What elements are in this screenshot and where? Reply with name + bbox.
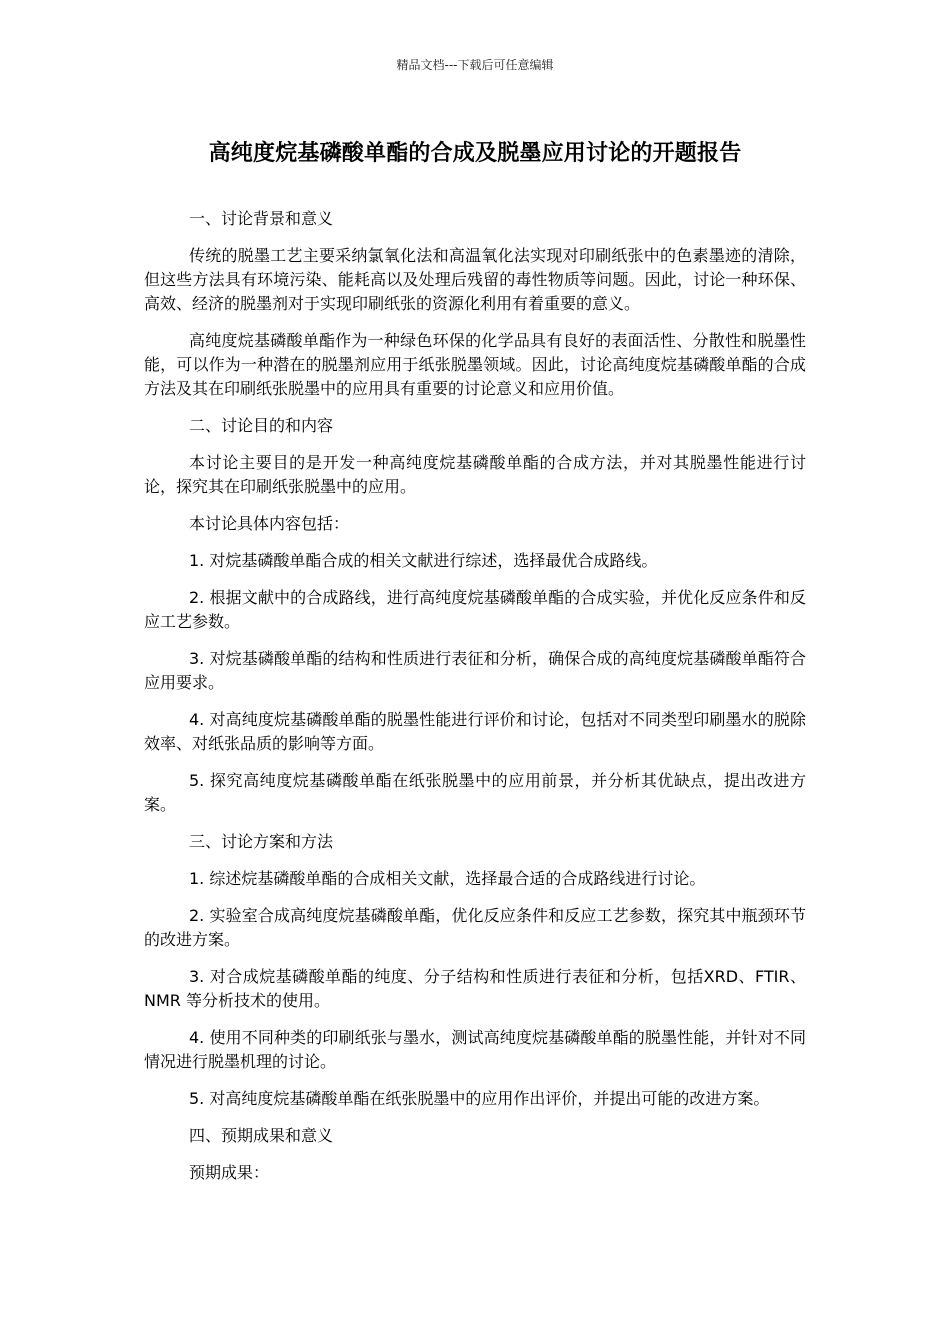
- section-heading: 四、预期成果和意义: [189, 1126, 334, 1145]
- list-item: 1. 对烷基磷酸单酯合成的相关文献进行综述，选择最优合成路线。: [189, 551, 658, 570]
- document-body: [144, 207, 806, 1198]
- paragraph: 本讨论主要目的是开发一种高纯度烷基磷酸单酯的合成方法，并对其脱墨性能进行讨论，探究其在印刷纸张脱墨中的应用。: [144, 453, 806, 496]
- section-heading: 二、讨论目的和内容: [189, 416, 334, 435]
- list-item: 4. 使用不同种类的印刷纸张与墨水，测试高纯度烷基磷酸单酯的脱墨性能，并针对不同情况进行脱墨机理的讨论。: [144, 1028, 806, 1071]
- list-item: 1. 综述烷基磷酸单酯的合成相关文献，选择最合适的合成路线进行讨论。: [189, 869, 706, 888]
- paragraph: 预期成果：: [189, 1163, 270, 1182]
- list-item: 2. 根据文献中的合成路线，进行高纯度烷基磷酸单酯的合成实验，并优化反应条件和反应工艺参数。: [144, 588, 806, 631]
- list-item: 4. 对高纯度烷基磷酸单酯的脱墨性能进行评价和讨论，包括对不同类型印刷墨水的脱除效率、对纸张品质的影响等方面。: [144, 710, 806, 753]
- page-header: 精品文档---下载后可任意编辑: [396, 58, 554, 72]
- section-heading: 三、讨论方案和方法: [189, 832, 334, 851]
- section-heading: 一、讨论背景和意义: [189, 209, 334, 228]
- list-item: 2. 实验室合成高纯度烷基磷酸单酯，优化反应条件和反应工艺参数，探究其中瓶颈环节的改进方案。: [144, 906, 806, 949]
- list-item: 5. 对高纯度烷基磷酸单酯在纸张脱墨中的应用作出评价，并提出可能的改进方案。: [189, 1089, 770, 1108]
- paragraph: 高纯度烷基磷酸单酯作为一种绿色环保的化学品具有良好的表面活性、分散性和脱墨性能，可以作为一种潜在的脱墨剂应用于纸张脱墨领域。因此，讨论高纯度烷基磷酸单酯的合成方法及其在印刷纸张脱墨中的应用具有重要的讨论意义和应用价值。: [144, 331, 806, 398]
- list-item: 3. 对烷基磷酸单酯的结构和性质进行表征和分析，确保合成的高纯度烷基磷酸单酯符合应用要求。: [144, 649, 806, 692]
- list-item: 3. 对合成烷基磷酸单酯的纯度、分子结构和性质进行表征和分析，包括XRD、FTIR、NMR 等分析技术的使用。: [144, 967, 806, 1010]
- document-title: 高纯度烷基磷酸单酯的合成及脱墨应用讨论的开题报告: [208, 141, 742, 166]
- paragraph: 传统的脱墨工艺主要采纳氯氧化法和高温氧化法实现对印刷纸张中的色素墨迹的清除，但这些方法具有环境污染、能耗高以及处理后残留的毒性物质等问题。因此，讨论一种环保、高效、经济的脱墨剂对于实现印刷纸张的资源化利用有着重要的意义。: [144, 246, 806, 313]
- list-item: 5. 探究高纯度烷基磷酸单酯在纸张脱墨中的应用前景，并分析其优缺点，提出改进方案。: [144, 771, 806, 814]
- paragraph: 本讨论具体内容包括：: [189, 514, 350, 533]
